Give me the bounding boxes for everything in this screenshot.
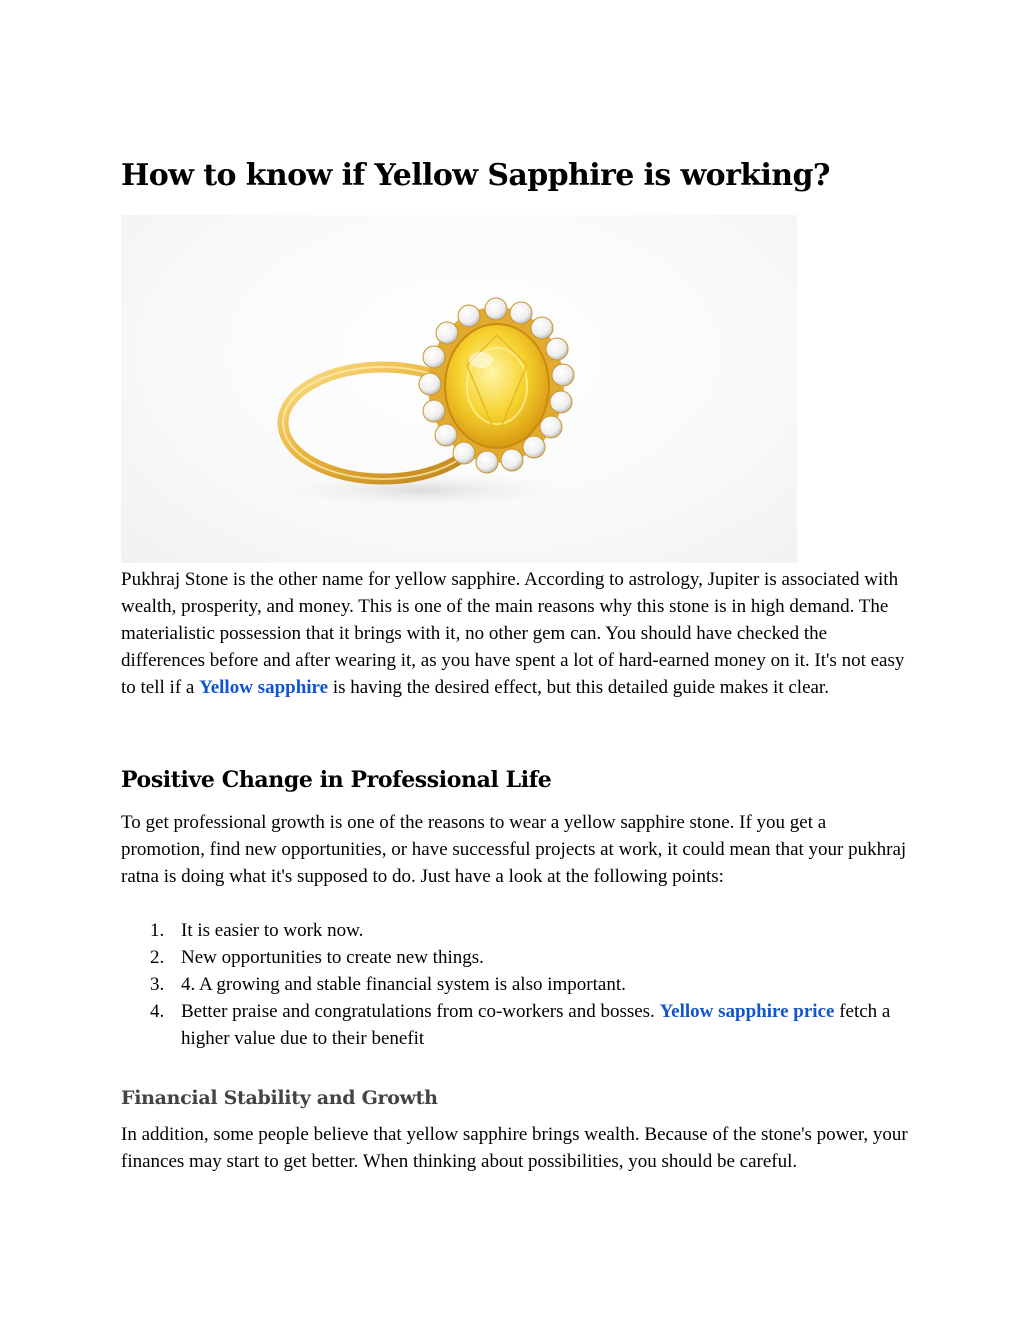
financial-paragraph: In addition, some people believe that yellow sapphire brings wealth. Because of the stone's power, your finances may start to get better. When thinking about possibilities, you should be careful. <box>121 1124 908 1172</box>
intro-text: Pukhraj Stone is the other name for yellow sapphire. According to astrology, Jupiter is associated with wealth, prosperity, and money. This is one of the main reasons why this stone is in high demand. The materialistic possession that it brings with it, no other gem can. You should have checked the differences before and after wearing it, as you have spent a lot of hard-earned money on it. It's not easy to tell if a <box>121 569 905 698</box>
yellow-sapphire-link[interactable]: Yellow sapphire <box>199 677 329 698</box>
list-item-text-end: fetch a higher value due to their benefit <box>181 1001 891 1049</box>
list-item <box>121 917 911 944</box>
list-item <box>121 998 911 1052</box>
list-number: 1. <box>150 920 165 941</box>
professional-paragraph: To get professional growth is one of the reasons to wear a yellow sapphire stone. If you get a promotion, find new opportunities, or have successful projects at work, it could mean that your pukhraj ratna is doing what it's supposed to do. Just have a look at the following points: <box>121 812 907 887</box>
list-number: 4. <box>150 1001 165 1022</box>
list-item-text: It is easier to work now. <box>181 920 364 941</box>
section-heading-financial: Financial Stability and Growth <box>121 1087 438 1109</box>
benefits-list <box>121 917 911 1052</box>
intro-text-end: is having the desired effect, but this detailed guide makes it clear. <box>328 677 829 698</box>
page-title: How to know if Yellow Sapphire is working? <box>121 158 830 193</box>
section-heading-professional: Positive Change in Professional Life <box>121 767 552 793</box>
list-item-text: Better praise and congratulations from co-workers and bosses. <box>181 1001 660 1022</box>
yellow-sapphire-price-link[interactable]: Yellow sapphire price <box>659 1001 835 1022</box>
list-item-text: 4. A growing and stable financial system is also important. <box>181 974 626 995</box>
list-item <box>121 944 911 971</box>
list-item-text: New opportunities to create new things. <box>181 947 484 968</box>
yellow-sapphire-ring-image <box>121 215 797 563</box>
list-number: 3. <box>150 974 165 995</box>
intro-paragraph <box>121 566 911 701</box>
list-item <box>121 971 911 998</box>
list-number: 2. <box>150 947 165 968</box>
ring-illustration <box>121 215 797 563</box>
